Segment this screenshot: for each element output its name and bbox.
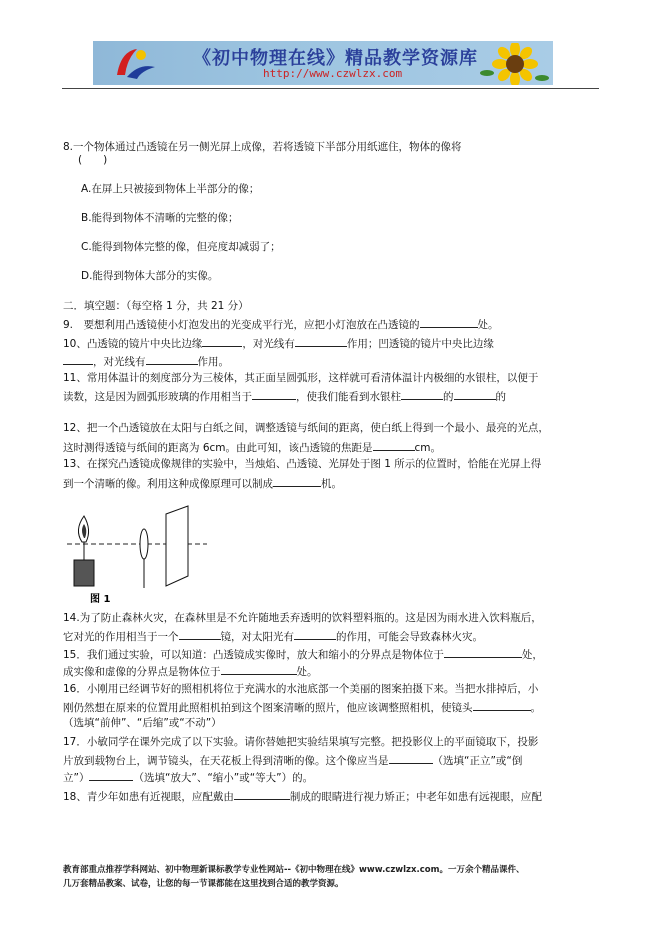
figure-caption: 图 1 — [90, 594, 111, 605]
q8-option-b: B.能得到物体不清晰的完整的像； — [81, 212, 239, 224]
q11-text-a: 读数，这是因为圆弧形玻璃的作用相当于 — [63, 391, 252, 403]
figure-1 — [62, 502, 212, 606]
q10-text-b: ，对光线有 — [242, 338, 295, 350]
q12-text-a: 这时测得透镜与纸间的距离为 6cm。由此可知，该凸透镜的焦距是 — [63, 442, 373, 454]
q14-line2 — [63, 628, 483, 644]
q15-text-a: 15．我们通过实验，可以知道：凸透镜成实像时，放大和缩小的分界点是物体位于 — [63, 649, 444, 661]
q9-text-a: 9. 要想利用凸透镜使小灯泡发出的光变成平行光，应把小灯泡放在凸透镜的 — [63, 319, 420, 331]
q17-blank-1[interactable] — [389, 752, 433, 764]
q12-line2 — [63, 439, 441, 455]
q14-text-a: 它对光的作用相当于一个 — [63, 631, 179, 643]
q11-blank-3[interactable] — [454, 388, 496, 400]
q12-line1: 12、把一个凸透镜放在太阳与白纸之间，调整透镜与纸间的距离，使白纸上得到一个最小、最亮的光点， — [63, 422, 549, 434]
q8-option-c: C.能得到物体完整的像，但亮度却减弱了； — [81, 241, 281, 253]
q18-text-b: 制成的眼睛进行视力矫正；中老年如患有远视眼，应配 — [289, 791, 542, 803]
q10-text-c: 作用；凹透镜的镜片中央比边缘 — [346, 338, 494, 350]
q17-text-a: 片放到载物台上，调节镜头，在天花板上得到清晰的像。这个像应当是 — [63, 755, 389, 767]
q14-line1: 14.为了防止森林火灾，在森林里是不允许随地丢弃透明的饮料塑料瓶的。这是因为雨水进入饮料瓶后， — [63, 612, 542, 624]
q8-stem: 8.一个物体通过凸透镜在另一侧光屏上成像，若将透镜下半部分用纸遮住，物体的像将 — [63, 141, 462, 153]
q10-text-a: 10、凸透镜的镜片中央比边缘 — [63, 338, 203, 350]
q17-line3 — [63, 769, 313, 785]
q14-blank-1[interactable] — [179, 628, 221, 640]
q8-option-d: D.能得到物体大部分的实像。 — [81, 270, 219, 282]
section-heading: 二．填空题：（每空格 1 分，共 21 分） — [63, 300, 249, 312]
light-screen — [166, 506, 188, 586]
q17-text-d: （选填“放大”、“缩小”或“等大”）的。 — [133, 772, 314, 784]
q15-blank-2[interactable] — [221, 663, 297, 675]
q9-text-b: 处。 — [477, 319, 499, 331]
q13-line1: 13、在探究凸透镜成像规律的实验中，当烛焰、凸透镜、光屏处于图 1 所示的位置时，恰能在光屏上得 — [63, 458, 542, 470]
q8-paren: ( ) — [78, 154, 108, 166]
q9 — [63, 316, 499, 332]
q10-text-d: ，对光线有 — [93, 356, 146, 368]
q10-text-e: 作用。 — [197, 356, 229, 368]
q10-blank-2[interactable] — [295, 335, 347, 347]
q11-blank-2[interactable] — [401, 388, 443, 400]
site-logo-icon — [111, 45, 157, 81]
q18-blank[interactable] — [234, 788, 290, 800]
banner-title: 《初中物理在线》精品教学资源库 — [193, 48, 478, 69]
q14-blank-2[interactable] — [294, 628, 336, 640]
q12-blank[interactable] — [373, 439, 415, 451]
q17-text-b: （选填“正立”或“倒 — [432, 755, 523, 767]
q17-line1: 17．小敏同学在课外完成了以下实验。请你替她把实验结果填写完整。把投影仪上的平面镜取下，投影 — [63, 736, 539, 748]
q13-text-b: 机。 — [321, 478, 342, 490]
q15-blank-1[interactable] — [444, 646, 522, 658]
q11-blank-1[interactable] — [252, 388, 296, 400]
q18-line1 — [63, 788, 542, 804]
candle-icon — [74, 516, 94, 586]
q15-text-b: 处， — [521, 649, 543, 661]
q16-blank[interactable] — [473, 699, 531, 711]
q10-line1 — [63, 335, 494, 351]
q8-option-a: A.在屏上只被接到物体上半部分的像； — [81, 183, 260, 195]
q16-text-a: 刚仍然想在原来的位置用此照相机拍到这个图案清晰的照片，他应该调整照相机，使镜头 — [63, 702, 473, 714]
q11-line1: 11、常用体温计的刻度部分为三棱体，其正面呈圆弧形，这样就可看清体温计内极细的水银柱，以便于 — [63, 372, 539, 384]
header-divider — [62, 88, 599, 89]
q17-line2 — [63, 752, 522, 768]
q14-text-b: 镜，对太阳光有 — [220, 631, 294, 643]
banner-url[interactable]: http://www.czwlzx.com — [263, 67, 403, 80]
q13-line2 — [63, 475, 342, 491]
q13-blank[interactable] — [273, 475, 321, 487]
q14-text-c: 的作用，可能会导致森林火灾。 — [336, 631, 483, 643]
q16-text-b: 。 — [530, 702, 541, 714]
q11-text-b: ，使我们能看到水银柱 — [296, 391, 401, 403]
q16-line1: 16．小刚用已经调节好的照相机将位于充满水的水池底部一个美丽的图案拍摄下来。当把水排掉后，小 — [63, 683, 539, 695]
q11-text-c: 的 — [443, 391, 454, 403]
q13-text-a: 到一个清晰的像。利用这种成像原理可以制成 — [63, 478, 273, 490]
q16-line3: （选填“前伸”、“后缩”或“不动”） — [63, 717, 222, 729]
q16-line2 — [63, 699, 541, 715]
footer-line1: 教育部重点推荐学科网站、初中物理新课标教学专业性网站--《初中物理在线》www.czwlzx.com。一万余个精品课件、 — [63, 865, 525, 875]
q10-blank-4[interactable] — [146, 353, 198, 365]
q11-text-d: 的 — [495, 391, 506, 403]
q17-text-c: 立”） — [63, 772, 90, 784]
q9-blank[interactable] — [420, 316, 478, 328]
q10-line2 — [63, 353, 229, 369]
q10-blank-1[interactable] — [202, 335, 242, 347]
q17-blank-2[interactable] — [89, 769, 133, 781]
q15-line2 — [63, 663, 318, 679]
q18-text-a: 18、青少年如患有近视眼，应配戴由 — [63, 791, 234, 803]
q15-line1 — [63, 646, 543, 662]
header-banner — [93, 41, 553, 85]
q15-text-d: 处。 — [296, 666, 318, 678]
sunflower-icon — [479, 43, 549, 85]
q12-text-b: cm。 — [414, 442, 442, 454]
q15-text-c: 成实像和虚像的分界点是物体位于 — [63, 666, 221, 678]
q11-line2 — [63, 388, 506, 404]
footer-line2: 几万套精品教案、试卷，让您的每一节课都能在这里找到合适的教学资源。 — [63, 879, 344, 889]
q10-blank-3[interactable] — [63, 353, 93, 365]
convex-lens — [140, 529, 148, 559]
